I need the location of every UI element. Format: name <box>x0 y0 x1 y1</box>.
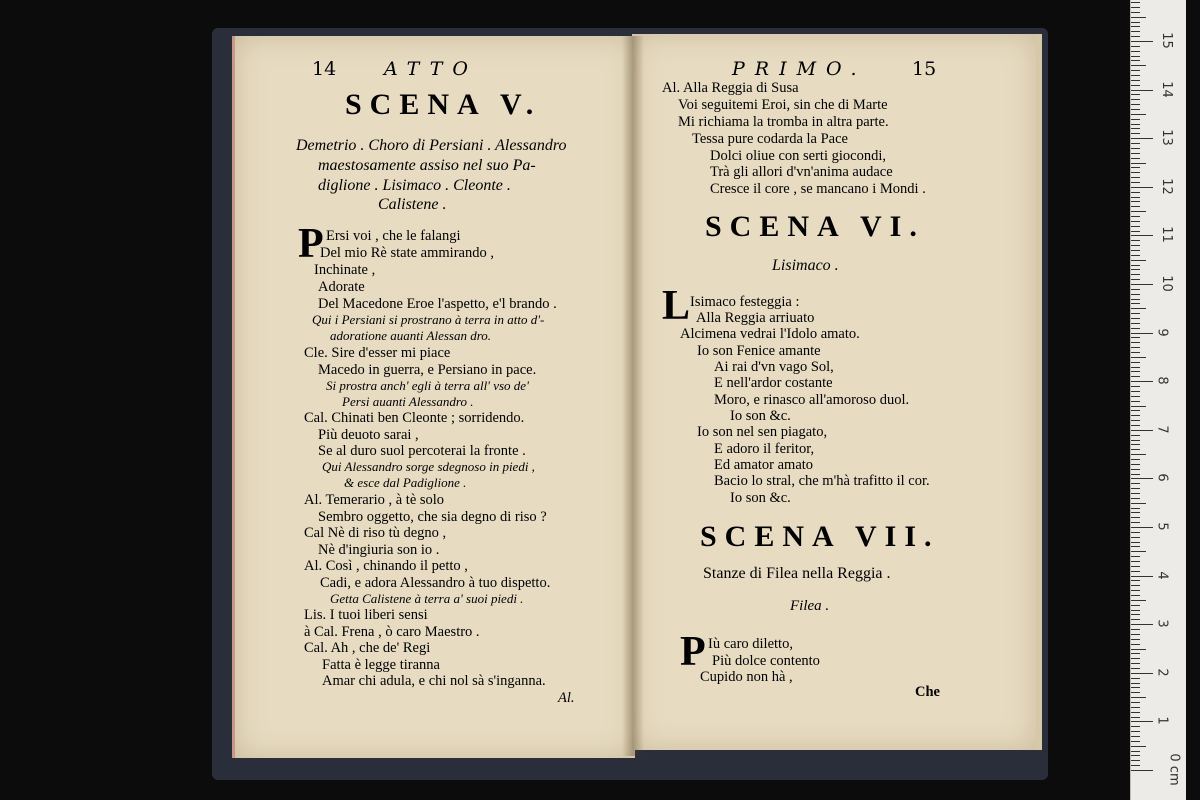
left-dropcap: P <box>298 221 324 267</box>
ruler-tick <box>1131 31 1140 32</box>
text-line: Del mio Rè state ammirando , <box>320 245 494 261</box>
scene-6-cast: Lisimaco . <box>772 257 839 274</box>
ruler-tick <box>1131 503 1146 504</box>
ruler-tick <box>1131 347 1140 348</box>
ruler-tick <box>1131 585 1140 586</box>
ruler-tick <box>1131 765 1140 766</box>
ruler-tick <box>1131 216 1140 217</box>
scene-6-title: SCENA VI. <box>705 210 925 243</box>
text-line: Demetrio . Choro di Persiani . Alessandro <box>296 137 567 154</box>
ruler-tick <box>1131 299 1140 300</box>
ruler-tick <box>1131 721 1153 722</box>
text-line: adoratione auanti Alessan dro. <box>330 328 492 343</box>
ruler-number: 1 <box>1154 716 1170 726</box>
right-running-head: PRIMO. <box>732 58 867 80</box>
ruler-tick <box>1131 308 1146 309</box>
ruler-tick <box>1131 323 1140 324</box>
ruler-tick <box>1131 70 1140 71</box>
ruler-tick <box>1131 644 1140 645</box>
right-page-number: 15 <box>912 58 937 80</box>
ruler-tick <box>1131 600 1146 601</box>
text-line: diglione . Lisimaco . Cleonte . <box>318 177 511 194</box>
ruler-tick <box>1131 90 1153 91</box>
ruler-tick <box>1131 163 1146 164</box>
text-line: Tessa pure codarda la Pace <box>692 131 848 147</box>
ruler-tick <box>1131 580 1140 581</box>
ruler-tick <box>1131 119 1140 120</box>
ruler-number: 12 <box>1158 178 1174 195</box>
ruler-tick <box>1131 124 1140 125</box>
ruler-tick <box>1131 687 1140 688</box>
ruler-tick <box>1131 546 1140 547</box>
scene-6-dropcap: L <box>662 283 691 329</box>
ruler-tick <box>1131 337 1140 338</box>
ruler-tick <box>1131 522 1140 523</box>
text-line: Si prostra anch' egli à terra all' vso de' <box>326 378 529 393</box>
text-line: Lis. I tuoi liberi sensi <box>304 607 428 623</box>
ruler-tick <box>1131 17 1146 18</box>
ruler-tick <box>1131 26 1140 27</box>
ruler-tick <box>1131 192 1140 193</box>
ruler-tick <box>1131 420 1140 421</box>
ruler-number: 0 cm <box>1166 753 1182 786</box>
ruler-number: 2 <box>1154 668 1170 677</box>
text-line: Iù caro diletto, <box>708 636 793 652</box>
ruler-number: 3 <box>1154 619 1170 628</box>
ruler-tick <box>1131 610 1140 611</box>
ruler-tick <box>1131 566 1140 567</box>
ruler-tick <box>1131 371 1140 372</box>
ruler-tick <box>1131 245 1140 246</box>
ruler-number: 8 <box>1154 376 1170 385</box>
ruler-tick <box>1131 527 1153 528</box>
text-line: Al. <box>558 690 575 706</box>
ruler-tick <box>1131 294 1140 295</box>
ruler-tick <box>1131 653 1140 654</box>
text-line: Adorate <box>318 279 365 295</box>
text-line: Cadi, e adora Alessandro à tuo dispetto. <box>320 575 551 591</box>
ruler-tick <box>1131 401 1140 402</box>
scene-7-title: SCENA VII. <box>700 520 940 553</box>
ruler-tick <box>1131 736 1140 737</box>
ruler-tick <box>1131 85 1140 86</box>
ruler-tick <box>1131 99 1140 100</box>
text-line: Cle. Sire d'esser mi piace <box>304 345 451 361</box>
ruler-tick <box>1131 289 1140 290</box>
ruler-tick <box>1131 746 1146 747</box>
text-line: Qui i Persiani si prostrano à terra in atto d'- <box>312 312 545 327</box>
ruler-tick <box>1131 483 1140 484</box>
ruler-number: 5 <box>1154 522 1170 531</box>
ruler-tick <box>1131 46 1140 47</box>
text-line: Inchinate , <box>314 262 376 278</box>
ruler-tick <box>1131 537 1140 538</box>
ruler-tick <box>1131 167 1140 168</box>
text-line: Voi seguitemi Eroi, sin che di Marte <box>678 97 888 113</box>
ruler-tick <box>1131 357 1146 358</box>
ruler-tick <box>1131 435 1140 436</box>
ruler-tick <box>1131 187 1153 188</box>
ruler-tick <box>1131 629 1140 630</box>
ruler-tick <box>1131 60 1140 61</box>
ruler-tick <box>1131 512 1140 513</box>
ruler-tick <box>1131 561 1140 562</box>
ruler-tick <box>1131 702 1140 703</box>
ruler-tick <box>1131 114 1146 115</box>
ruler-tick <box>1131 226 1140 227</box>
text-line: Cal. Chinati ben Cleonte ; sorridendo. <box>304 410 525 426</box>
ruler-tick <box>1131 269 1140 270</box>
ruler-tick <box>1131 2 1140 3</box>
text-line: Calistene . <box>378 196 447 213</box>
ruler-tick <box>1131 94 1140 95</box>
ruler-tick <box>1131 376 1140 377</box>
ruler-tick <box>1131 75 1140 76</box>
text-line: Più dolce contento <box>712 653 820 669</box>
ruler-tick <box>1131 658 1140 659</box>
ruler-tick <box>1131 104 1140 105</box>
scene-7-setting: Stanze di Filea nella Reggia . <box>703 565 891 582</box>
ruler-tick <box>1131 415 1140 416</box>
ruler-tick <box>1131 255 1140 256</box>
ruler-tick <box>1131 770 1153 771</box>
text-line: Moro, e rinasco all'amoroso duol. <box>714 392 910 408</box>
ruler-tick <box>1131 454 1146 455</box>
ruler-tick <box>1131 143 1140 144</box>
ruler-tick <box>1131 624 1153 625</box>
ruler-tick <box>1131 668 1140 669</box>
ruler-tick <box>1131 493 1140 494</box>
text-line: Amar chi adula, e chi nol sà s'inganna. <box>322 673 546 689</box>
ruler-number: 13 <box>1158 129 1174 146</box>
ruler-tick <box>1131 697 1146 698</box>
ruler-tick <box>1131 36 1140 37</box>
ruler-tick <box>1131 440 1140 441</box>
text-line: Più deuoto sarai , <box>318 427 419 443</box>
book-gutter <box>622 36 644 756</box>
ruler-tick <box>1131 571 1140 572</box>
text-line: Isimaco festeggia : <box>690 294 800 310</box>
text-line: Al. Alla Reggia di Susa <box>662 80 799 96</box>
text-line: Persi auanti Alessandro . <box>342 394 474 409</box>
ruler-tick <box>1131 444 1140 445</box>
text-line: Alcimena vedrai l'Idolo amato. <box>680 326 860 342</box>
ruler-tick <box>1131 707 1140 708</box>
ruler-tick <box>1131 391 1140 392</box>
ruler-tick <box>1131 284 1153 285</box>
ruler-tick <box>1131 80 1140 81</box>
ruler-tick <box>1131 469 1140 470</box>
ruler-tick <box>1131 663 1140 664</box>
text-line: Io son &c. <box>730 490 791 506</box>
text-line: Io son &c. <box>730 408 791 424</box>
ruler-tick <box>1131 201 1140 202</box>
ruler-tick <box>1131 619 1140 620</box>
ruler-tick <box>1131 328 1140 329</box>
ruler-tick <box>1131 595 1140 596</box>
ruler-tick <box>1131 211 1146 212</box>
ruler-tick <box>1131 303 1140 304</box>
text-line: Fatta è legge tiranna <box>322 657 440 673</box>
ruler-tick <box>1131 260 1146 261</box>
left-running-head: ATTO <box>384 58 478 80</box>
ruler-tick <box>1131 318 1140 319</box>
text-line: Ersi voi , che le falangi <box>326 228 461 244</box>
ruler-tick <box>1131 576 1153 577</box>
text-line: E adoro il feritor, <box>714 441 815 457</box>
ruler-tick <box>1131 65 1146 66</box>
text-line: Nè d'ingiuria son io . <box>318 542 440 558</box>
ruler-tick <box>1131 172 1140 173</box>
ruler-tick <box>1131 333 1153 334</box>
ruler-tick <box>1131 279 1140 280</box>
text-line: Cal Nè di riso tù degno , <box>304 525 447 541</box>
ruler-number: 4 <box>1154 570 1170 580</box>
ruler-tick <box>1131 717 1140 718</box>
text-line: Io son nel sen piagato, <box>697 424 828 440</box>
ruler-tick <box>1131 367 1140 368</box>
ruler-tick <box>1131 177 1140 178</box>
ruler-tick <box>1131 128 1140 129</box>
ruler-tick <box>1131 542 1140 543</box>
ruler-tick <box>1131 7 1140 8</box>
text-line: Cresce il core , se mancano i Mondi . <box>710 181 926 197</box>
ruler-tick <box>1131 41 1153 42</box>
ruler-tick <box>1131 133 1140 134</box>
ruler-tick <box>1131 712 1140 713</box>
ruler-tick <box>1131 406 1146 407</box>
ruler-tick <box>1131 673 1153 674</box>
text-line: Mi richiama la tromba in altra parte. <box>678 114 889 130</box>
ruler-tick <box>1131 498 1140 499</box>
text-line: Io son Fenice amante <box>697 343 821 359</box>
text-line: Al. Temerario , à tè solo <box>304 492 445 508</box>
scene-7-dropcap: P <box>680 629 706 675</box>
ruler-tick <box>1131 56 1140 57</box>
left-page-number: 14 <box>312 58 337 80</box>
ruler-tick <box>1131 51 1140 52</box>
ruler-number: 15 <box>1158 32 1174 49</box>
text-line: Macedo in guerra, e Persiano in pace. <box>318 362 537 378</box>
ruler-tick <box>1131 231 1140 232</box>
ruler-tick <box>1131 464 1140 465</box>
ruler-tick <box>1131 605 1140 606</box>
ruler-tick <box>1131 614 1140 615</box>
text-line: Al. Così , chinando il petto , <box>304 558 468 574</box>
ruler-tick <box>1131 425 1140 426</box>
ruler-tick <box>1131 556 1140 557</box>
text-line: Sembro oggetto, che sia degno di riso ? <box>318 509 547 525</box>
ruler-tick <box>1131 590 1140 591</box>
ruler-number: 11 <box>1158 226 1174 244</box>
text-line: E nell'ardor costante <box>714 375 833 391</box>
ruler-tick <box>1131 551 1146 552</box>
ruler-tick <box>1131 731 1140 732</box>
text-line: & esce dal Padiglione . <box>344 475 467 490</box>
ruler-tick <box>1131 352 1140 353</box>
ruler-tick <box>1131 410 1140 411</box>
ruler-tick <box>1131 197 1140 198</box>
ruler-tick <box>1131 158 1140 159</box>
text-line: Qui Alessandro sorge sdegnoso in piedi , <box>322 459 535 474</box>
scene-5-title: SCENA V. <box>345 88 542 121</box>
catchword: Che <box>915 684 940 700</box>
ruler-tick <box>1131 678 1140 679</box>
ruler-tick <box>1131 274 1140 275</box>
ruler-tick <box>1131 751 1140 752</box>
text-line: maestosamente assiso nel suo Pa- <box>318 157 536 174</box>
text-line: à Cal. Frena , ò caro Maestro . <box>304 624 480 640</box>
ruler-tick <box>1131 235 1153 236</box>
ruler-tick <box>1131 221 1140 222</box>
ruler-tick <box>1131 362 1140 363</box>
ruler-tick <box>1131 488 1140 489</box>
ruler-tick <box>1131 22 1140 23</box>
ruler-tick <box>1131 649 1146 650</box>
ruler-tick <box>1131 148 1140 149</box>
ruler-tick <box>1131 474 1140 475</box>
ruler-tick <box>1131 478 1153 479</box>
ruler-tick <box>1131 265 1140 266</box>
text-line: Dolci oliue con serti giocondi, <box>710 148 886 164</box>
ruler-tick <box>1131 639 1140 640</box>
text-line: Se al duro suol percoterai la fronte . <box>318 443 526 459</box>
ruler-tick <box>1131 396 1140 397</box>
ruler-tick <box>1131 138 1153 139</box>
ruler-tick <box>1131 109 1140 110</box>
ruler-number: 7 <box>1154 425 1170 434</box>
text-line: Ed amator amato <box>714 457 814 473</box>
text-line: Del Macedone Eroe l'aspetto, e'l brando . <box>318 296 557 312</box>
ruler-number: 10 <box>1158 275 1174 292</box>
text-line: Ai rai d'vn vago Sol, <box>714 359 834 375</box>
ruler-tick <box>1131 430 1153 431</box>
ruler-tick <box>1131 517 1140 518</box>
ruler-tick <box>1131 459 1140 460</box>
ruler-tick <box>1131 449 1140 450</box>
ruler-tick <box>1131 634 1140 635</box>
ruler-tick <box>1131 386 1140 387</box>
ruler-tick <box>1131 12 1140 13</box>
ruler-tick <box>1131 313 1140 314</box>
ruler-tick <box>1131 182 1140 183</box>
ruler-number: 14 <box>1158 80 1174 98</box>
text-line: Bacio lo stral, che m'hà trafitto il cor. <box>714 473 930 489</box>
ruler-tick <box>1131 240 1140 241</box>
scene-7-cast: Filea . <box>790 598 830 614</box>
ruler-tick <box>1131 153 1140 154</box>
ruler-tick <box>1131 532 1140 533</box>
ruler-number: 6 <box>1154 473 1170 483</box>
ruler-tick <box>1131 741 1140 742</box>
ruler-tick <box>1131 250 1140 251</box>
ruler-tick <box>1131 381 1153 382</box>
ruler-tick <box>1131 726 1140 727</box>
text-line: Alla Reggia arriuato <box>696 310 815 326</box>
text-line: Cupido non hà , <box>700 669 793 685</box>
text-line: Trà gli allori d'vn'anima audace <box>710 164 893 180</box>
ruler-tick <box>1131 755 1140 756</box>
ruler-number: 9 <box>1154 327 1170 337</box>
ruler-tick <box>1131 342 1140 343</box>
ruler-tick <box>1131 692 1140 693</box>
ruler-tick <box>1131 760 1140 761</box>
ruler-tick <box>1131 683 1140 684</box>
ruler-tick <box>1131 508 1140 509</box>
ruler-tick <box>1131 206 1140 207</box>
text-line: Cal. Ah , che de' Regi <box>304 640 431 656</box>
text-line: Getta Calistene à terra a' suoi piedi . <box>330 591 524 606</box>
